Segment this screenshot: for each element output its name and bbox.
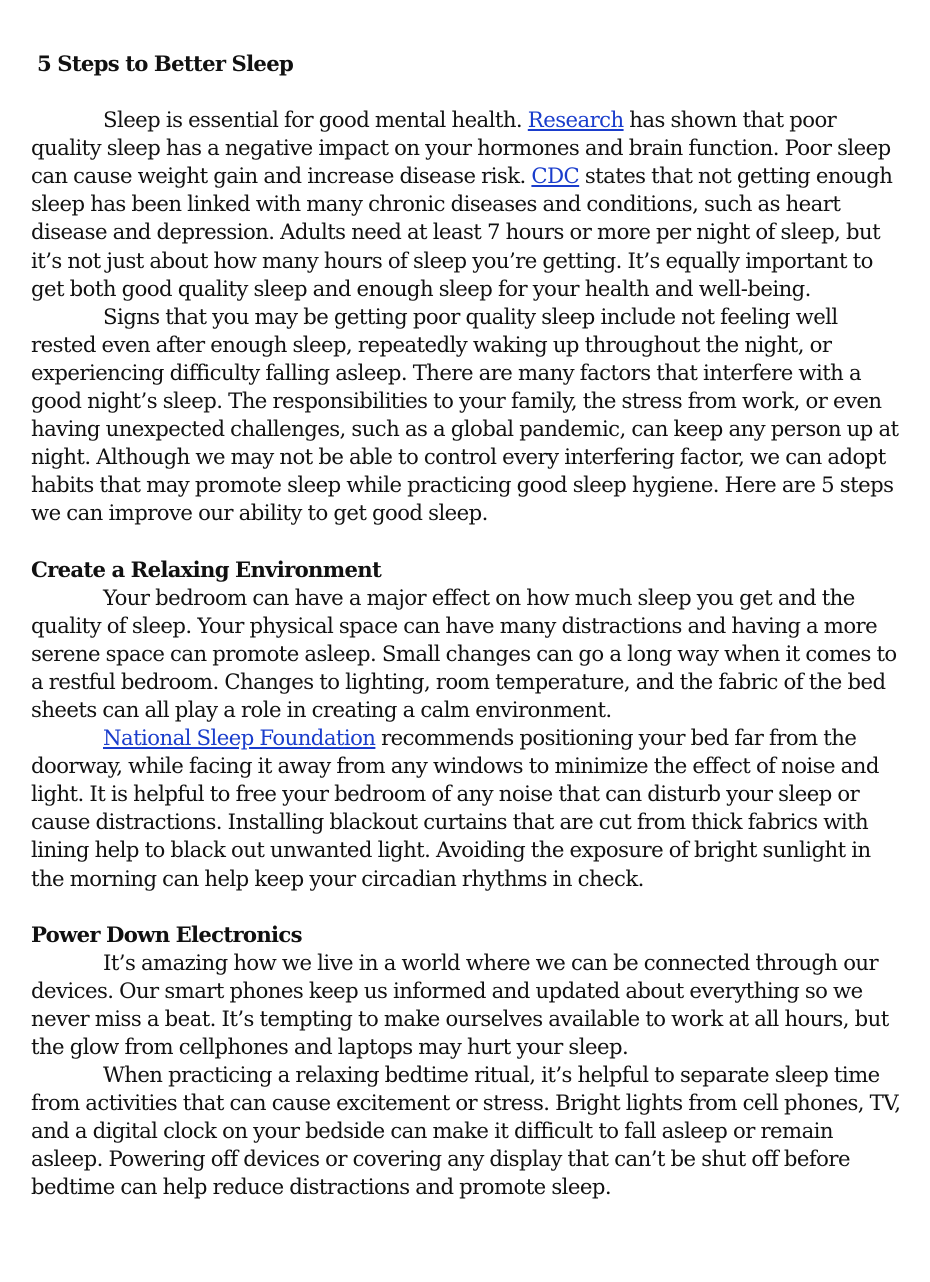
- intro-text-b: states that not getting enough sleep has been linked with many chronic diseases and conditions, such as heart disease and depression. Adults need at least 7 hours or more per night of sleep, but it’s not just about how many hours of sleep you’re getting. It’s equally important to get both good quality sleep and enough sleep for your health and well-being.: [31, 163, 893, 301]
- electronics-paragraph-2: When practicing a relaxing bedtime ritual, it’s helpful to separate sleep time from activities that can cause excitement or stress. Bright lights from cell phones, TV, and a digital clock on your bedside can make it difficult to fall asleep or remain asleep. Powering off devices or covering any display that can’t be shut off before bedtime can help reduce distractions and promote sleep.: [31, 1062, 901, 1200]
- intro-text-a: has shown that poor quality sleep has a negative impact on your hormones and brain function. Poor sleep can cause weight gain and increase disease risk.: [31, 107, 891, 189]
- section-heading-environment: Create a Relaxing Environment: [31, 556, 382, 582]
- document-page: [31, 50, 903, 1202]
- national-sleep-foundation-link[interactable]: National Sleep Foundation: [103, 725, 376, 751]
- electronics-paragraph-1: It’s amazing how we live in a world where we can be connected through our devices. Our smart phones keep us informed and updated about everything so we never miss a beat. It’s tempting to make ourselves available to work at all hours, but the glow from cellphones and laptops may hurt your sleep.: [31, 949, 889, 1059]
- section-heading-electronics: Power Down Electronics: [31, 921, 302, 947]
- intro-lead-text: Sleep is essential for good mental health.: [103, 107, 528, 133]
- intro-paragraph-2: Signs that you may be getting poor quality sleep include not feeling well rested even after enough sleep, repeatedly waking up throughout the night, or experiencing difficulty falling asleep. There are many factors that interfere with a good night’s sleep. The responsibilities to your family, the stress from work, or even having unexpected challenges, such as a global pandemic, can keep any person up at night. Although we may not be able to control every interfering factor, we can adopt habits that may promote sleep while practicing good sleep hygiene. Here are 5 steps we can improve our ability to get good sleep.: [31, 303, 899, 526]
- environment-paragraph-2: [31, 724, 903, 893]
- cdc-link[interactable]: CDC: [531, 163, 580, 189]
- environment-paragraph-1: Your bedroom can have a major effect on how much sleep you get and the quality of sleep. Your physical space can have many distractions and having a more serene space can promote asleep. Small changes can go a long way when it comes to a restful bedroom. Changes to lighting, room temperature, and the fabric of the bed sheets can all play a role in creating a calm environment.: [31, 584, 897, 722]
- document-title: 5 Steps to Better Sleep: [37, 51, 294, 76]
- intro-paragraph-1: [31, 106, 903, 303]
- research-link[interactable]: Research: [527, 107, 624, 133]
- environment-paragraph-2-text: recommends positioning your bed far from the doorway, while facing it away from any windows to minimize the effect of noise and light. It is helpful to free your bedroom of any noise that can disturb your sleep or cause distractions. Installing blackout curtains that are cut from thick fabrics with lining help to black out unwanted light. Avoiding the exposure of bright sunlight in the morning can help keep your circadian rhythms in check.: [31, 725, 879, 891]
